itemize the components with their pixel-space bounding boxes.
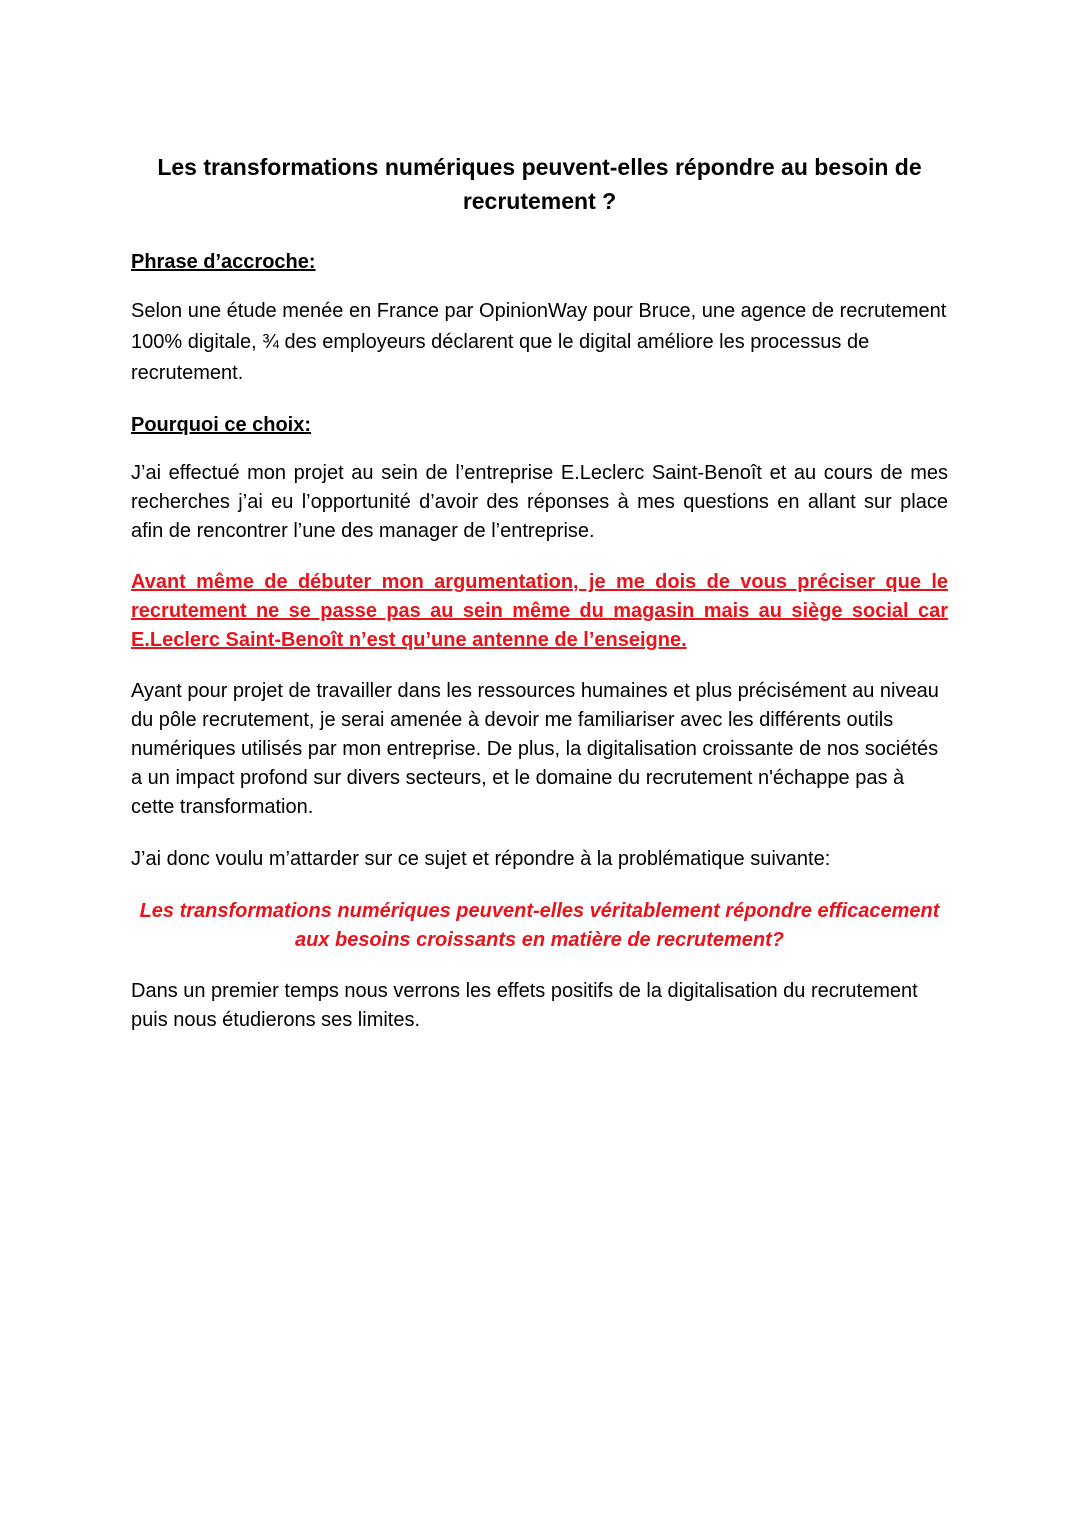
accroche-paragraph: Selon une étude menée en France par OpinionWay pour Bruce, une agence de recrutement 100% digitale, ¾ des employeurs déclarent que le digital améliore les processus de recrutement. — [131, 300, 947, 384]
projet-paragraph: Ayant pour projet de travailler dans les ressources humaines et plus précisément au niveau du pôle recrutement, je serai amenée à devoir me familiariser avec les différents outils numériques utilisés par mon entreprise. De plus, la digitalisation croissante de nos sociétés a un impact profond sur divers secteurs, et le domaine du recrutement n'échappe pas à cette transformation. — [131, 680, 939, 818]
choix-heading: Pourquoi ce choix: — [131, 414, 312, 436]
plan-paragraph: Dans un premier temps nous verrons les effets positifs de la digitalisation du recrutement puis nous étudierons ses limites. — [131, 980, 918, 1031]
problem-statement: Les transformations numériques peuvent-elles véritablement répondre efficacement aux besoins croissants en matière de recrutement? — [139, 900, 940, 951]
choix-paragraph: J’ai effectué mon projet au sein de l’entreprise E.Leclerc Saint-Benoît et au cours de mes recherches j’ai eu l’opportunité d’avoir des réponses à mes questions en allant sur place afin de rencontrer l’une des manager de l’entreprise. — [131, 462, 948, 542]
accroche-heading: Phrase d’accroche: — [131, 251, 316, 273]
document-title: Les transformations numériques peuvent-elles répondre au besoin de recrutement ? — [157, 154, 922, 214]
warning-paragraph: Avant même de débuter mon argumentation, je me dois de vous préciser que le recrutement ne se passe pas au sein même du magasin mais au siège social car E.Leclerc Saint-Benoît n’est qu’une antenne de l’enseigne. — [131, 571, 948, 651]
intro-problem-paragraph: J’ai donc voulu m’attarder sur ce sujet et répondre à la problématique suivante: — [131, 848, 831, 870]
